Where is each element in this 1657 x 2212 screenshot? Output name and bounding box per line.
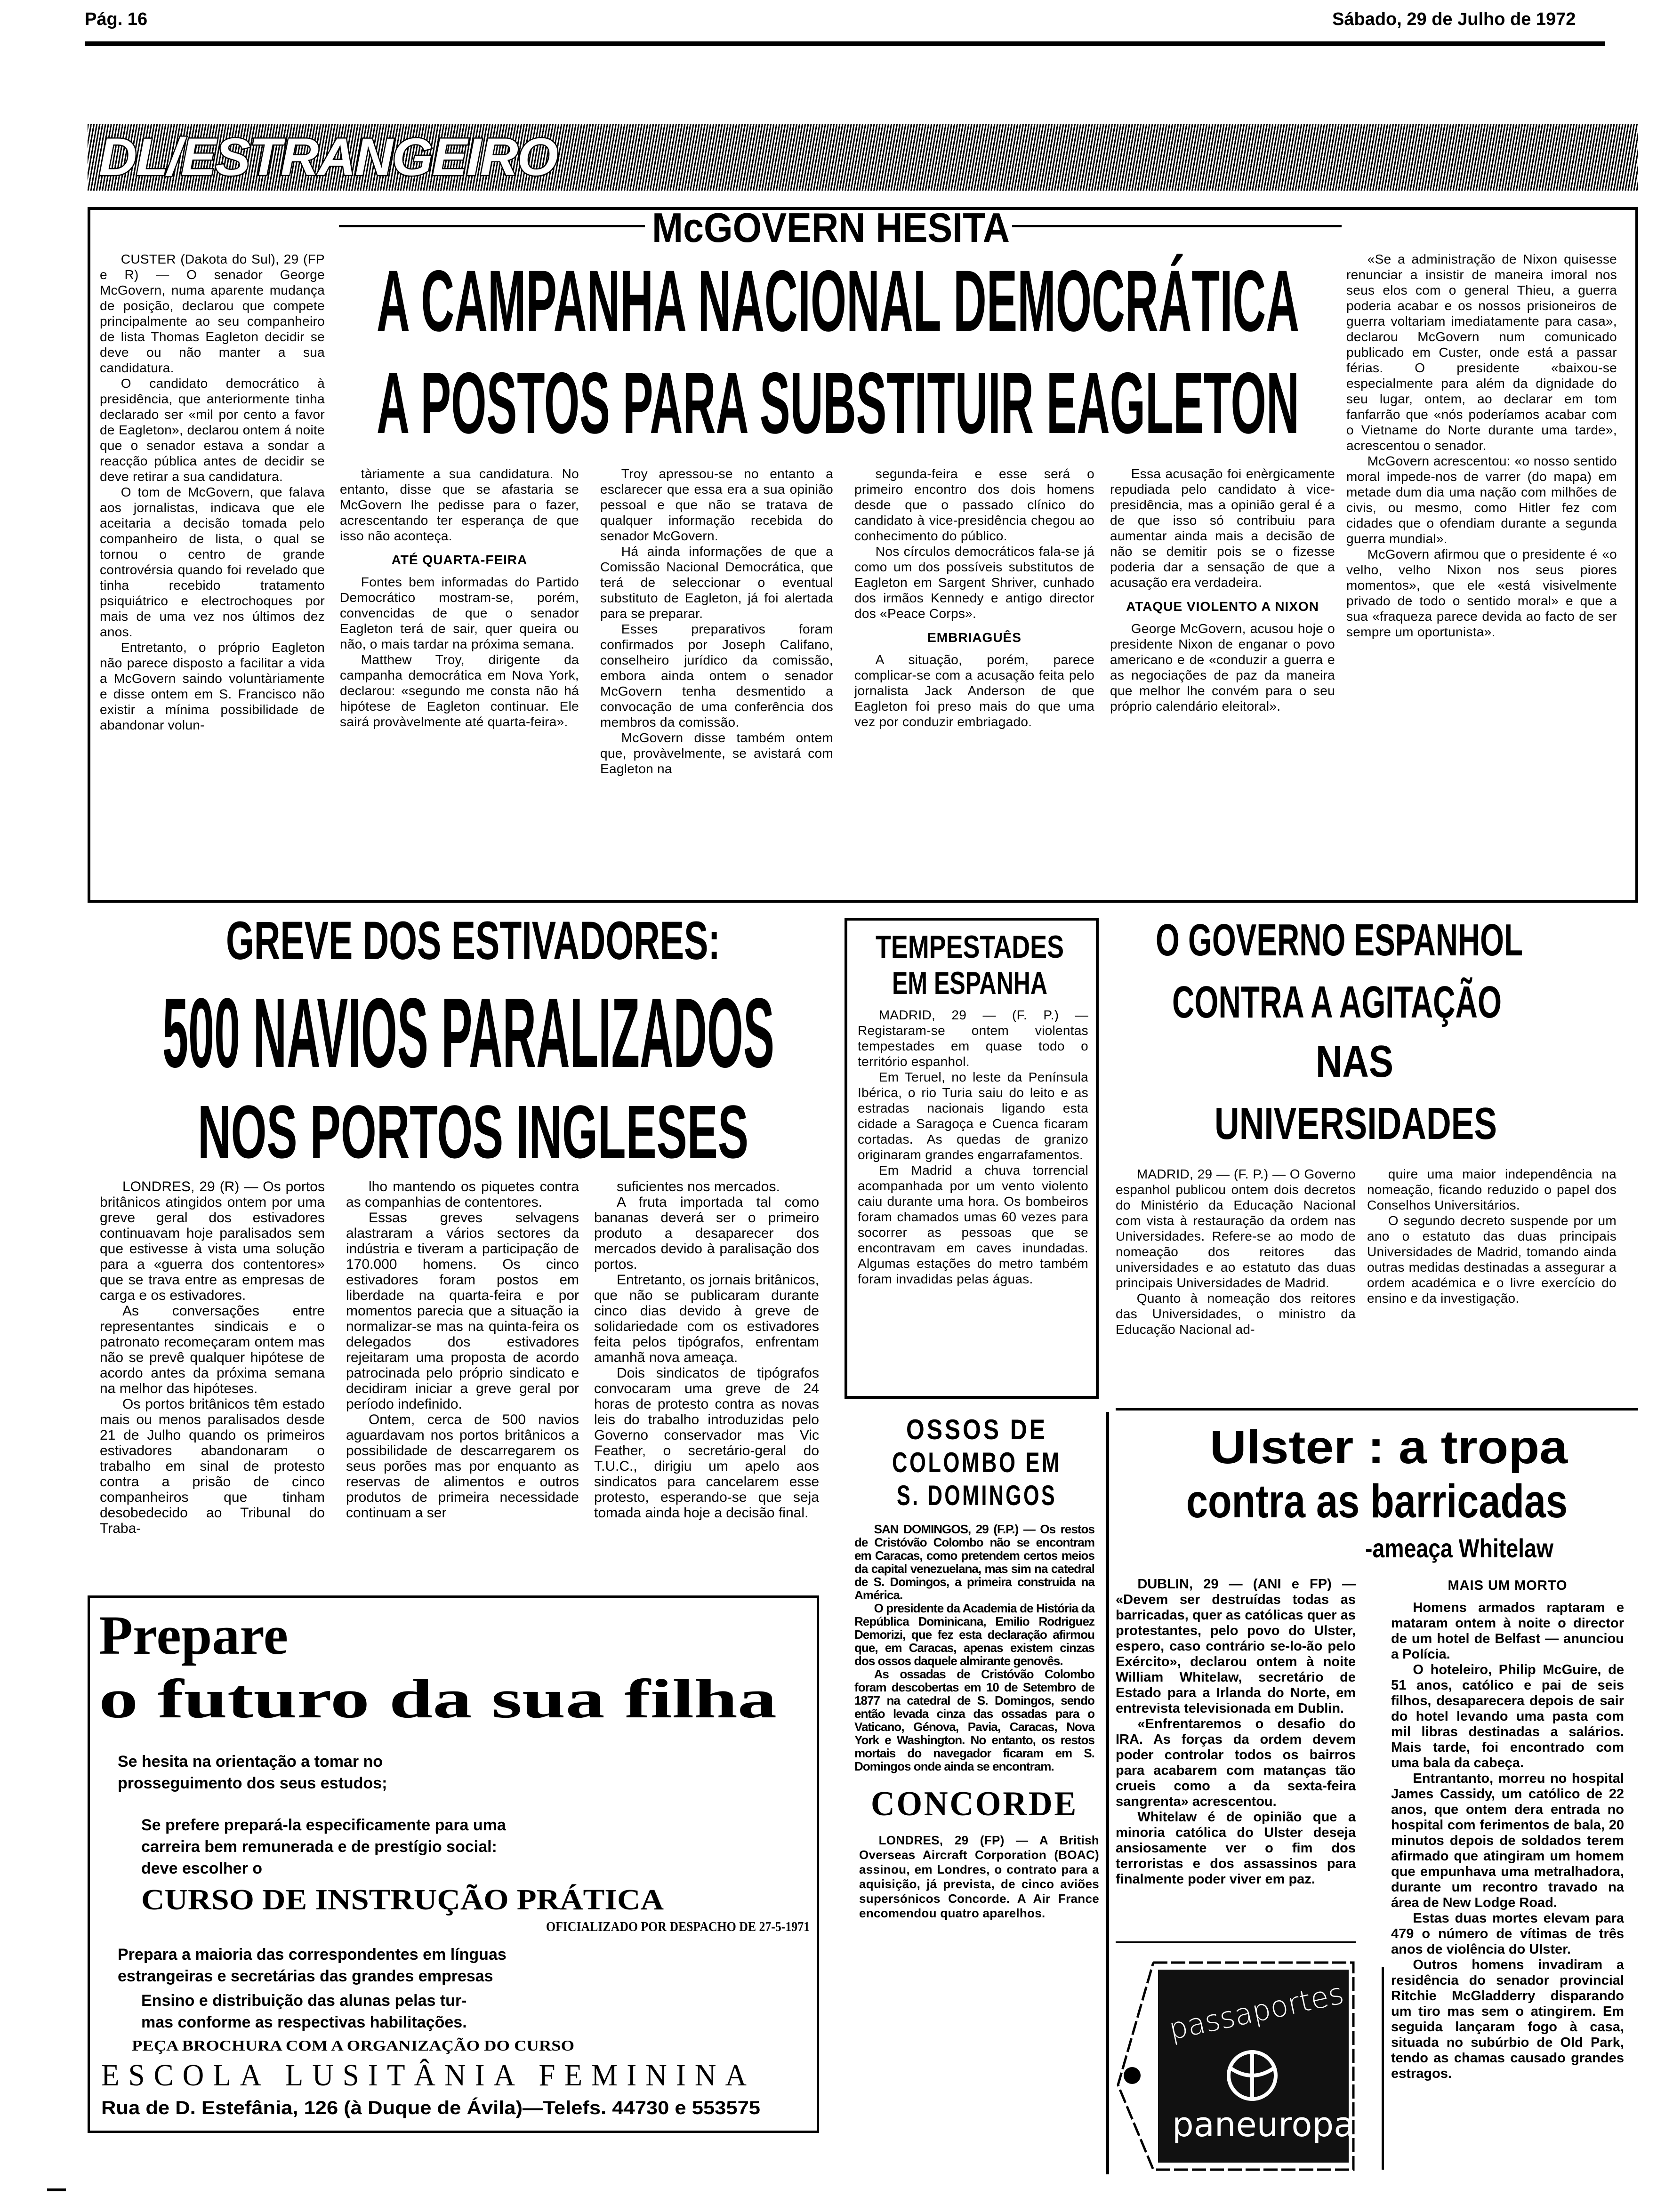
paragraph: George McGovern, acusou hoje o presidente Nixon de enganar o povo americano e de «conduzir a guerra e as negociações de paz da maneira que melhor lhe convém para o seu próprio calendário eleitoral». xyxy=(1110,621,1335,713)
paneuropa-ad xyxy=(1116,1953,1356,2174)
ad-pitch xyxy=(141,1814,506,1879)
paragraph: segunda-feira e esse será o primeiro encontro dos dois homens desde que o passado clínico do candidato à vice-presidência chegou ao conhecimento do público. xyxy=(854,466,1094,543)
paragraph: Estas duas mortes elevam para 479 o número de vítimas de três anos de violência do Ulster. xyxy=(1391,1911,1624,1957)
headline-text: OSSOS DE xyxy=(906,1414,1047,1445)
paragraph: O tom de McGovern, que falava aos jornalistas, indicava que ele aceitaria a decisão tomada pelo companheiro de lista, o qual se tornou o centro de grande controvérsia quando foi revelado que tinha recebido tratamento psiquiátrico e electrochoques por mais de uma vez nos últimos dez anos. xyxy=(100,485,325,639)
kicker-text: -ameaça Whitelaw xyxy=(1365,1533,1553,1563)
ulster-headline-line-1 xyxy=(1210,1421,1568,1474)
subhead: MAIS UM MORTO xyxy=(1448,1578,1568,1593)
ad-address xyxy=(101,2098,760,2118)
paragraph: Os portos britânicos têm estado mais ou menos paralisados desde 21 de Julho quando os primeiros estivadores abandonaram o trabalho em sinal de protesto contra a prisão de cinco companheiros que tinham desobedecido ao Tribunal do Traba- xyxy=(100,1396,325,1536)
ulster-kicker xyxy=(1365,1535,1553,1562)
issue-date: Sábado, 29 de Julho de 1972 xyxy=(1332,9,1576,29)
ad-headline-line-1: Prepare xyxy=(99,1604,288,1666)
paragraph: SAN DOMINGOS, 29 (F.P.) — Os restos de Cristóvão Colombo não se encontram em Caracas, como pretendem certos meios da capital venezuelana, mas sim na catedral de S. Domingos, a primeira construida na América. xyxy=(854,1522,1094,1602)
section-divider xyxy=(1116,1408,1638,1411)
paragraph: DUBLIN, 29 — (ANI e FP) — «Devem ser destruídas todas as barricadas, quer as católicas quer as protestantes, pelo povo do Ulster, espero, caso contrário se-lo-ão pelo Exército», declarou ontem à noite William Whitelaw, secretário de Estado para a Irlanda do Norte, em entrevista televisionada em Dublin. xyxy=(1116,1577,1356,1716)
mcgovern-column-2 xyxy=(340,466,579,729)
ad-school-name xyxy=(101,2059,756,2092)
address-text: Rua de D. Estefânia, 126 (à Duque de Ávila)—Telefs. 44730 e 553575 xyxy=(101,2098,761,2118)
paragraph: Outros homens invadiram a residência do senador provincial Ritchie McGladderry disparando um tiro mas sem o atingirem. Em seguida lançaram fogo à casa, situada no subúrbio de Old Park, tendo as chamas causado grandes estragos. xyxy=(1391,1957,1624,2081)
headline-text: A CAMPANHA NACIONAL DEMOCRÁTICA xyxy=(377,253,1299,350)
page-number: Pág. 16 xyxy=(85,9,148,29)
paragraph: O presidente da Academia de História da República Dominicana, Emilio Rodriguez Demorizi, que fez esta declaração afirmou que, em Caracas, apenas existem cinzas dos ossos daquele almirante genovês. xyxy=(854,1601,1094,1668)
paragraph: O segundo decreto suspende por um ano o estatuto das duas principais Universidades de Madrid, tomando ainda outras medidas destinadas a assegurar a ordem académica e o livre exercício do ensino e da investigação. xyxy=(1367,1213,1617,1306)
paragraph: Whitelaw é de opinião que a minoria católica do Ulster deseja ansiosamente ver o fim dos terroristas e dos assassinos para finalmente poder viver em paz. xyxy=(1116,1810,1356,1887)
mcgovern-column-4 xyxy=(854,466,1094,729)
paragraph: LONDRES, 29 (R) — Os portos britânicos atingidos ontem por uma greve geral dos estivadores continuavam hoje paralisados sem que estivesse à vista uma solução para a «guerra dos contentores» que se trava entre as empresas de carga e os estivadores. xyxy=(100,1179,325,1303)
ad-headline-line-2 xyxy=(99,1670,777,1728)
greve-headline-line-1 xyxy=(162,978,774,1088)
paragraph: Em Teruel, no leste da Península Ibérica, o rio Turia saiu do leito e as estradas nacionais ligando esta cidade a Saragoça e Cuenca ficaram cortadas. As quedas de granizo originaram grandes engarrafamentos. xyxy=(858,1070,1088,1162)
page-mark xyxy=(47,2188,66,2191)
greve-column-1 xyxy=(100,1179,325,1536)
ad-top-rule xyxy=(1116,1941,1356,1943)
official-text: OFICIALIZADO POR DESPACHO DE 27-5-1971 xyxy=(546,1920,810,1934)
section-title: DL/ESTRANGEIRO xyxy=(99,128,557,186)
paragraph: O hoteleiro, Philip McGuire, de 51 anos, católico e pai de seis filhos, desaparecera depois de sair do hotel levando uma pasta com mil libras destinadas a salários. Mais tarde, foi encontrado com uma bala da cabeça. xyxy=(1391,1662,1624,1771)
paragraph: Entretanto, os jornais britânicos, que não se publicaram durante cinco dias devido à greve de solidariedade com os estivadores feita pelos tipógrafos, enfrentam amanhã nova ameaça. xyxy=(594,1272,819,1365)
headline-text: S. DOMINGOS xyxy=(897,1480,1057,1511)
course-text: CURSO DE INSTRUÇÃO PRÁTICA xyxy=(141,1884,664,1916)
paragraph: suficientes nos mercados. xyxy=(617,1179,780,1194)
subhead: EMBRIAGUÊS xyxy=(927,630,1022,645)
governo-headline-line-1 xyxy=(1156,915,1523,965)
headline-text: NAS xyxy=(1316,1036,1393,1087)
paragraph: MADRID, 29 — (F. P.) — Registaram-se ontem violentas tempestades em quase todo o território espanhol. xyxy=(858,1008,1088,1069)
paragraph: Entretanto, o próprio Eagleton não parece disposto a facilitar a vida a McGovern saindo voluntàriamente e disse ontem em S. Francisco não existir a mínima possibilidade de abandonar volun- xyxy=(100,640,325,732)
headline-text: O GOVERNO ESPANHOL xyxy=(1156,915,1523,965)
mcgovern-kicker xyxy=(652,204,1010,251)
tempestades-column xyxy=(858,1007,1088,1287)
headline-text: o futuro da sua filha xyxy=(99,1668,777,1730)
mcgovern-headline-line-1 xyxy=(377,253,1299,350)
greve-column-2 xyxy=(346,1179,579,1521)
paragraph: McGovern afirmou que o presidente é «o velho, velho Nixon nos seus piores momentos», que ele «está visivelmente privado de todo o sentido moral» e que a sua «fraqueza parece devida ao facto de ser sempre um oportunista». xyxy=(1346,547,1617,639)
ad-tagline: passaportes xyxy=(1166,1976,1347,2047)
paragraph: Entrantanto, morreu no hospital James Cassidy, um católico de 22 anos, que ontem dera entrada no hospital com ferimentos de bala, 20 minutos depois de soldados terem afirmado que atingiram um homem que empunhava uma metralhadora, durante um recontro travado na área de New Lodge Road. xyxy=(1391,1771,1624,1910)
ad-text-line: carreira bem remunerada e de prestígio social: xyxy=(141,1838,497,1856)
governo-column-2 xyxy=(1367,1166,1617,1306)
ossos-headline-line-1 xyxy=(906,1416,1047,1444)
headline-text: EM ESPANHA xyxy=(892,965,1047,1001)
subhead: ATÉ QUARTA-FEIRA xyxy=(391,553,528,567)
paragraph: LONDRES, 29 (FP) — A British Overseas Aircraft Corporation (BOAC) assinou, em Londres, o contrato para a aquisição, já prevista, de cinco aviões supersónicos Concorde. A Air France encomendou quatro aparelhos. xyxy=(859,1833,1099,1920)
ad-call-to-action xyxy=(132,2038,574,2054)
greve-kicker xyxy=(226,911,720,971)
mcgovern-column-5 xyxy=(1110,466,1335,714)
ad-text-line: deve escolher o xyxy=(141,1859,263,1877)
headline-text: A POSTOS PARA SUBSTITUIR EAGLETON xyxy=(377,355,1299,452)
paragraph: Essa acusação foi enèrgicamente repudiada pelo candidato à vice-presidência, mas a opinião geral é a de que isso só contribuiu para aumentar ainda mais a decisão de não se demitir pois se o fizesse poderia dar a sensação de que a acusação era verdadeira. xyxy=(1110,466,1335,590)
ad-text-line: Prepara a maioria das correspondentes em línguas xyxy=(118,1946,507,1964)
paragraph: Em Madrid a chuva torrencial acompanhada por um vento violento caiu durante uma hora. Os bombeiros foram chamados umas 60 vezes para socorrer as pessoas que se encontravam em caves inundadas. Algumas estações do metro também foram invadidas pelas águas. xyxy=(858,1163,1088,1286)
ad-text-line: estrangeiras e secretárias das grandes empresas xyxy=(118,1967,493,1985)
paragraph: CUSTER (Dakota do Sul), 29 (FP e R) — O senador George McGovern, numa aparente mudança de posição, declarou que compete principalmente ao seu companheiro de lista Thomas Eagleton decidir se deve ou não manter a sua candidatura. xyxy=(100,252,325,375)
paragraph: Homens armados raptaram e mataram ontem à noite o director de um hotel de Belfast — anunciou a Polícia. xyxy=(1391,1600,1624,1662)
paragraph: McGovern disse também ontem que, provàvelmente, se avistará com Eagleton na xyxy=(600,730,833,776)
headline-text: CONTRA A AGITAÇÃO xyxy=(1172,977,1502,1027)
tempestades-headline-line-2 xyxy=(892,967,1047,999)
governo-headline-line-2 xyxy=(1172,977,1502,1027)
ad-text-line: Se hesita na orientação a tomar no xyxy=(118,1753,383,1771)
ad-official-note xyxy=(546,1920,810,1934)
ad-text-line: Se prefere prepará-la especificamente para uma xyxy=(141,1816,506,1834)
subhead: ATAQUE VIOLENTO A NIXON xyxy=(1126,599,1319,614)
school-text: ESCOLA LUSITÂNIA FEMININA xyxy=(101,2058,756,2092)
mcgovern-column-6 xyxy=(1346,251,1617,640)
ad-course-name xyxy=(141,1885,664,1915)
paragraph: Esses preparativos foram confirmados por Joseph Califano, conselheiro jurídico da comissão, embora ainda ontem o senador McGovern tenha desmentido a convocação de uma conferência dos membros da comissão. xyxy=(600,622,833,729)
greve-headline-line-2 xyxy=(198,1090,748,1174)
governo-headline-line-3 xyxy=(1316,1036,1393,1087)
ad-text-line: mas conforme as respectivas habilitações. xyxy=(141,2013,467,2031)
paragraph: Dois sindicatos de tipógrafos convocaram uma greve de 24 horas de protesto contra as novas leis do trabalho introduzidas pelo Governo conservador mas Vic Feather, o secretário-geral do T.U.C., dirigiu um apelo aos sindicatos para cancelarem esse protesto, esperando-se que seja tomada ainda hoje a decisão final. xyxy=(594,1365,819,1521)
headline-text: Ulster : a tropa xyxy=(1210,1421,1568,1474)
header-rule xyxy=(85,41,1605,46)
paragraph: A situação, porém, parece complicar-se com a acusação feita pelo jornalista Jack Anderson de que Eagleton foi preso mais do que uma vez por conduzir embriagado. xyxy=(854,652,1094,729)
ad-brand: paneuropa xyxy=(1172,2105,1355,2144)
headline-text: COLOMBO EM xyxy=(892,1447,1062,1478)
paragraph: A fruta importada tal como bananas deverá ser o primeiro produto a desaparecer dos mercados devido à paralisação dos portos. xyxy=(594,1194,819,1272)
ad-text-line: Ensino e distribuição das alunas pelas tur- xyxy=(141,1992,467,2010)
paragraph: Há ainda informações de que a Comissão Nacional Democrática, que terá de seleccionar o eventual substituto de Eagleton, já foi alertada para se preparar. xyxy=(600,544,833,621)
ulster-headline-line-2 xyxy=(1186,1475,1568,1528)
cta-text: PEÇA BROCHURA COM A ORGANIZAÇÃO DO CURSO xyxy=(132,2037,574,2054)
ossos-headline-line-3 xyxy=(897,1482,1057,1510)
paragraph: Quanto à nomeação dos reitores das Universidades, o ministro da Educação Nacional ad- xyxy=(1116,1291,1356,1337)
concorde-column xyxy=(859,1833,1099,1921)
governo-headline-line-4 xyxy=(1215,1098,1497,1149)
headline-text: TEMPESTADES xyxy=(876,929,1064,965)
kicker-text: GREVE DOS ESTIVADORES: xyxy=(226,911,720,971)
paragraph: Matthew Troy, dirigente da campanha democrática em Nova York, declarou: «segundo me consta não há hipótese de Eagleton continuar. Ele sairá provàvelmente até quarta-feira». xyxy=(340,652,579,729)
paragraph: Essas greves selvagens alastraram a vários sectores da indústria e tiveram a participação de 170.000 homens. Os cinco estivadores foram postos em liberdade na quarta-feira e por momentos parecia que a situação ia normalizar-se mas na quinta-feira os delegados dos estivadores rejeitaram uma proposta de acordo patrocinada pelo próprio sindicato e decidiram iniciar a greve geral por período indefinido. xyxy=(346,1210,579,1412)
paragraph: lho mantendo os piquetes contra as companhias de contentores. xyxy=(346,1179,579,1210)
kicker-rule-right xyxy=(1012,225,1342,227)
headline-text: UNIVERSIDADES xyxy=(1215,1098,1497,1149)
ulster-column-1 xyxy=(1116,1577,1356,1887)
ad-text-line: prosseguimento dos seus estudos; xyxy=(118,1774,387,1792)
kicker-rule-left xyxy=(339,225,645,227)
paragraph: Ontem, cerca de 500 navios aguardavam nos portos britânicos a possibilidade de descarregarem os seus porões mas por enquanto as reservas de alimentos e outros produtos de primeira necessidade continuam a ser xyxy=(346,1412,579,1521)
kicker-text: McGOVERN HESITA xyxy=(652,204,1010,251)
ad-teaching xyxy=(141,1990,467,2033)
ulster-column-2 xyxy=(1391,1570,1624,2082)
paragraph: As conversações entre representantes sindicais e o patronato recomeçaram ontem mas não se prevê qualquer hipótese de acordo antes da próxima semana na melhor das hipóteses. xyxy=(100,1303,325,1396)
paragraph: McGovern acrescentou: «o nosso sentido moral impede-nos de varrer (do mapa) em metade dum dia uma nação com milhões de civis, ou mesmo, como Hitler fez com cidades que o ofendiam durante a segunda guerra mundial». xyxy=(1346,454,1617,546)
paragraph: O candidato democrático à presidência, que anteriormente tinha declarado ser «mil por cento a favor de Eagleton», declarou ontem á noite que o senador estava a sondar a reacção pública antes de decidir se deve retirar a sua candidatura. xyxy=(100,376,325,484)
paragraph: Fontes bem informadas do Partido Democrático mostram-se, porém, convencidas de que o senador Eagleton terá de sair, quer queira ou não, o mais tardar na próxima semana. xyxy=(340,575,579,651)
governo-column-1 xyxy=(1116,1166,1356,1337)
mcgovern-headline-line-2 xyxy=(377,355,1299,452)
paragraph: MADRID, 29 — (F. P.) — O Governo espanhol publicou ontem dois decretos do Ministério da Educação Nacional com vista à restauração da ordem nas Universidades. Refere-se ao modo de nomeação dos reitores das universidades e ao estatuto das duas principais Universidades de Madrid. xyxy=(1116,1167,1356,1290)
ad-side-rule xyxy=(1382,1967,1384,2170)
concorde-headline xyxy=(871,1786,1078,1823)
tempestades-headline-line-1 xyxy=(876,931,1064,963)
ad-benefits xyxy=(118,1944,507,1987)
mcgovern-column-3 xyxy=(600,466,833,777)
ossos-column xyxy=(854,1523,1094,1773)
column-divider xyxy=(1106,1412,1109,2174)
paragraph: quire uma maior independência na nomeação, ficando reduzido o papel dos Conselhos Universitários. xyxy=(1367,1167,1617,1212)
ad-intro xyxy=(118,1751,387,1794)
paragraph: «Enfrentaremos o desafio do IRA. As forças da ordem devem poder controlar todos os bairros para acabarem com matanças tão crueis como a da sexta-feira sangrenta» acrescentou. xyxy=(1116,1716,1356,1809)
paragraph: As ossadas de Cristóvão Colombo foram descobertas em 10 de Setembro de 1877 na catedral de S. Domingos, sendo então levada cinza das ossadas para o Vaticano, Génova, Pavia, Caracas, Nova York e Washington. No entanto, os restos mortais do navegador ficaram em S. Domingos onde ainda se encontram. xyxy=(854,1667,1094,1773)
headline-text: CONCORDE xyxy=(871,1785,1078,1823)
mcgovern-column-1 xyxy=(100,251,325,733)
headline-text: NOS PORTOS INGLESES xyxy=(198,1090,748,1174)
paragraph: «Se a administração de Nixon quisesse renunciar a insistir de maneira imoral nos seus elos com o general Thieu, a guerra poderia acabar e os nossos prisioneiros de guerra voltariam imediatamente para casa», declarou McGovern num comunicado publicado em Custer, onde está a passar férias. O presidente «baixou-se especialmente para além da dignidade do seu lugar, ontem, ao declarar em tom fanfarrão que «nós poderíamos acabar com o Vietname do Norte durante uma tarde», acrescentou o senador. xyxy=(1346,252,1617,453)
paragraph: Troy apressou-se no entanto a esclarecer que essa era a sua opinião pessoal e que não se tratava de qualquer informação recebida do senador McGovern. xyxy=(600,466,833,543)
paragraph: tàriamente a sua candidatura. No entanto, disse que se afastaria se McGovern lhe pedisse para o fazer, acrescentando ter esperança de que isso não aconteça. xyxy=(340,466,579,543)
headline-text: contra as barricadas xyxy=(1186,1475,1568,1528)
paragraph: Nos círculos democráticos fala-se já como um dos possíveis substitutos de Eagleton em Sargent Shriver, cunhado dos irmãos Kennedy e antigo director dos «Peace Corps». xyxy=(854,544,1094,621)
headline-text: 500 NAVIOS PARALIZADOS xyxy=(162,978,774,1088)
ossos-headline-line-2 xyxy=(892,1449,1062,1477)
greve-column-3 xyxy=(594,1179,819,1521)
